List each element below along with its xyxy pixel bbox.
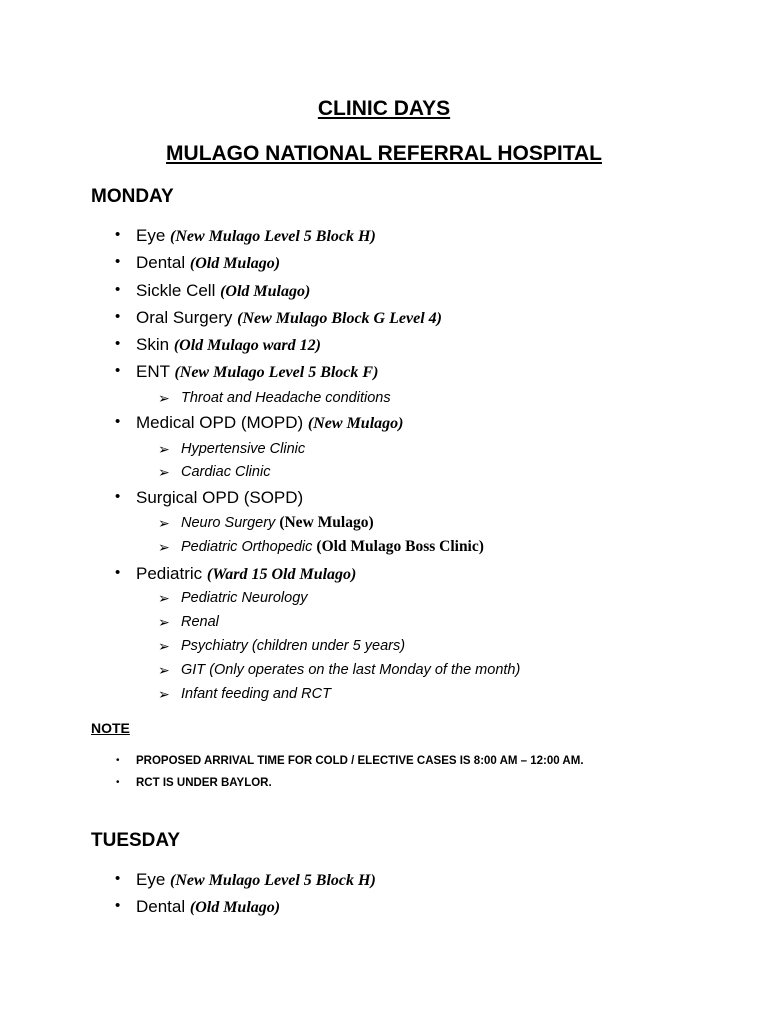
sub-clinic-name: GIT (Only operates on the last Monday of the month): [181, 662, 521, 678]
bullet-icon: •: [115, 897, 121, 914]
clinic-name: Skin: [136, 335, 170, 354]
sub-clinic-location: (Old Mulago Boss Clinic): [316, 538, 484, 555]
sub-clinic-name: Psychiatry (children under 5 years): [181, 638, 406, 654]
bullet-icon: •: [115, 870, 121, 887]
clinic-name: Surgical OPD (SOPD): [136, 488, 304, 507]
clinic-name: Eye: [136, 226, 166, 245]
sub-clinic-name: Cardiac Clinic: [181, 464, 271, 480]
bullet-icon: •: [115, 253, 121, 270]
clinic-name: Pediatric: [136, 564, 203, 583]
bullet-icon: •: [115, 335, 121, 352]
clinic-location: (New Mulago): [307, 415, 404, 432]
clinic-location: (New Mulago Level 5 Block H): [170, 872, 376, 889]
note-text: PROPOSED ARRIVAL TIME FOR COLD / ELECTIVE CASES IS 8:00 AM – 12:00 AM.: [136, 755, 584, 767]
sub-clinic-name: Neuro Surgery: [181, 515, 276, 531]
clinic-location: (New Mulago Level 5 Block H): [170, 228, 376, 245]
bullet-icon: •: [115, 281, 121, 298]
arrow-bullet-icon: ➢: [158, 464, 170, 480]
arrow-bullet-icon: ➢: [158, 686, 170, 702]
sub-clinic-name: Pediatric Neurology: [181, 590, 308, 606]
clinic-location: (Old Mulago): [220, 283, 311, 300]
clinic-name: Dental: [136, 253, 186, 272]
clinic-name: Dental: [136, 897, 186, 916]
clinic-name: ENT: [136, 362, 170, 381]
arrow-bullet-icon: ➢: [158, 590, 170, 606]
clinic-name: Eye: [136, 870, 166, 889]
clinic-name: Medical OPD (MOPD): [136, 413, 304, 432]
arrow-bullet-icon: ➢: [158, 390, 170, 406]
note-text: RCT IS UNDER BAYLOR.: [136, 777, 272, 789]
arrow-bullet-icon: ➢: [158, 515, 170, 531]
arrow-bullet-icon: ➢: [158, 614, 170, 630]
clinic-location: (New Mulago Block G Level 4): [237, 310, 442, 327]
arrow-bullet-icon: ➢: [158, 539, 170, 555]
sub-clinic-name: Renal: [181, 614, 219, 630]
sub-clinic-name: Infant feeding and RCT: [181, 686, 331, 702]
monday-heading: MONDAY: [91, 186, 174, 207]
bullet-icon: •: [115, 308, 121, 325]
clinic-name: Sickle Cell: [136, 281, 216, 300]
bullet-icon: •: [115, 488, 121, 505]
clinic-location: (New Mulago Level 5 Block F): [174, 364, 379, 381]
clinic-location: (Old Mulago ward 12): [173, 337, 321, 354]
sub-clinic-location: (New Mulago): [279, 514, 374, 531]
bullet-icon: •: [115, 413, 121, 430]
bullet-icon: •: [116, 755, 120, 766]
sub-clinic-name: Hypertensive Clinic: [181, 441, 306, 457]
arrow-bullet-icon: ➢: [158, 441, 170, 457]
bullet-icon: •: [115, 362, 121, 379]
document-title: CLINIC DAYS: [317, 97, 451, 120]
clinic-location: (Old Mulago): [189, 255, 281, 272]
sub-clinic-name: Throat and Headache conditions: [181, 390, 391, 406]
bullet-icon: •: [115, 226, 121, 243]
clinic-location: (Old Mulago): [189, 899, 281, 916]
clinic-location: (Ward 15 Old Mulago): [206, 566, 357, 583]
clinic-name: Oral Surgery: [136, 308, 233, 327]
tuesday-heading: TUESDAY: [91, 830, 181, 851]
arrow-bullet-icon: ➢: [158, 638, 170, 654]
note-heading: NOTE: [91, 720, 130, 736]
bullet-icon: •: [115, 564, 121, 581]
arrow-bullet-icon: ➢: [158, 662, 170, 678]
bullet-icon: •: [116, 777, 120, 788]
hospital-name: MULAGO NATIONAL REFERRAL HOSPITAL: [166, 142, 602, 165]
sub-clinic-name: Pediatric Orthopedic: [181, 539, 313, 555]
